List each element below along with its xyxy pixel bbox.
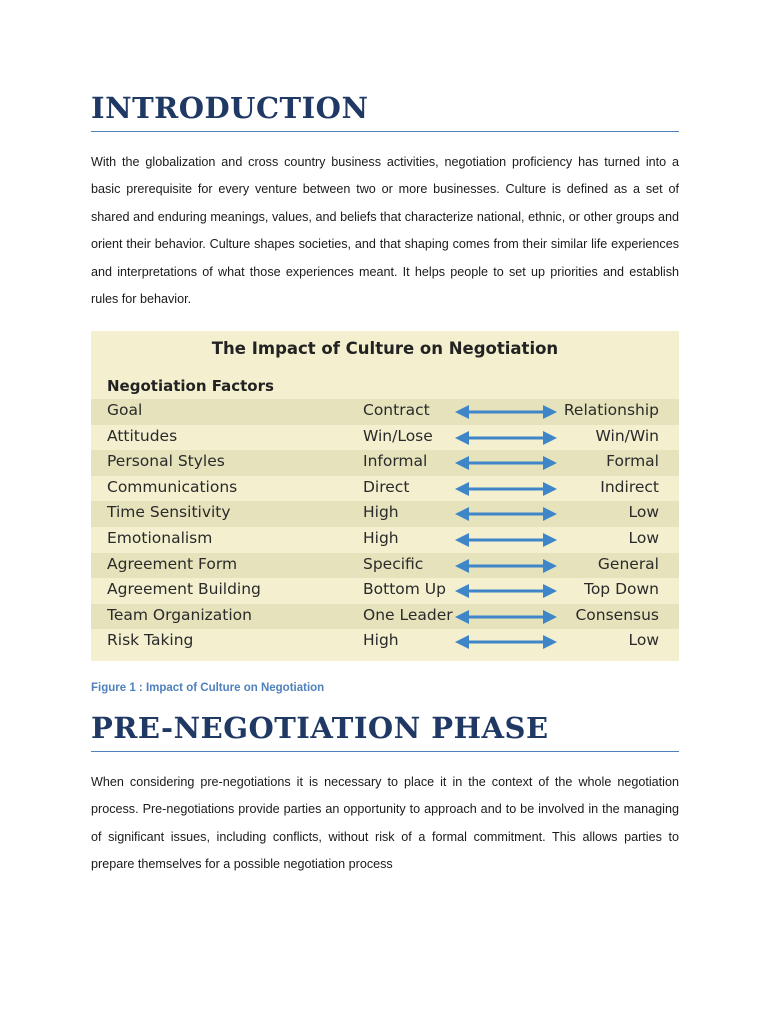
- figure-rows: [91, 399, 679, 655]
- row-right-value: General: [597, 554, 659, 573]
- row-factor: Risk Taking: [107, 631, 194, 650]
- row-left-value: Informal: [363, 452, 428, 471]
- double-arrow-icon: [455, 608, 557, 626]
- row-left-value: Specific: [363, 554, 424, 573]
- figure-row: [91, 604, 679, 630]
- row-left-value: High: [363, 631, 399, 650]
- row-left-value: One Leader: [363, 605, 453, 624]
- row-left-value: Contract: [363, 401, 430, 419]
- figure-row: [91, 527, 679, 553]
- row-factor: Team Organization: [107, 605, 252, 624]
- figure-caption: Figure 1 : Impact of Culture on Negotiation: [91, 682, 325, 694]
- double-arrow-icon: [455, 582, 557, 600]
- row-left-value: Bottom Up: [363, 580, 446, 599]
- pre-negotiation-heading: PRE-NEGOTIATION PHASE: [91, 713, 679, 752]
- double-arrow-icon: [455, 633, 557, 651]
- row-factor: Time Sensitivity: [107, 503, 231, 522]
- row-left-value: Direct: [363, 477, 410, 496]
- figure-row: [91, 399, 679, 425]
- figure-subheading: Negotiation Factors: [107, 377, 274, 395]
- introduction-heading: INTRODUCTION: [91, 93, 679, 132]
- row-factor: Personal Styles: [107, 452, 225, 471]
- row-right-value: Relationship: [563, 401, 659, 419]
- double-arrow-icon: [455, 531, 557, 549]
- row-right-value: Low: [628, 631, 659, 650]
- figure-row: [91, 553, 679, 579]
- row-factor: Emotionalism: [107, 528, 213, 547]
- figure-row: [91, 476, 679, 502]
- figure-row: [91, 501, 679, 527]
- double-arrow-icon: [455, 429, 557, 447]
- double-arrow-icon: [455, 480, 557, 498]
- row-right-value: Win/Win: [595, 426, 659, 445]
- figure-row: [91, 450, 679, 476]
- double-arrow-icon: [455, 454, 557, 472]
- row-factor: Agreement Form: [107, 554, 238, 573]
- figure-row: [91, 629, 679, 655]
- row-right-value: Top Down: [583, 580, 659, 599]
- double-arrow-icon: [455, 403, 557, 421]
- row-right-value: Indirect: [600, 477, 659, 496]
- culture-negotiation-figure: [91, 331, 679, 661]
- row-right-value: Low: [628, 503, 659, 522]
- row-right-value: Consensus: [575, 605, 659, 624]
- row-factor: Attitudes: [107, 426, 178, 445]
- figure-title: The Impact of Culture on Negotiation: [211, 339, 559, 358]
- row-left-value: High: [363, 528, 399, 547]
- figure-row: [91, 578, 679, 604]
- row-factor: Agreement Building: [107, 580, 261, 599]
- figure-row: [91, 425, 679, 451]
- row-factor: Communications: [107, 477, 238, 496]
- row-factor: Goal: [107, 401, 143, 419]
- row-right-value: Formal: [606, 452, 659, 471]
- row-right-value: Low: [628, 528, 659, 547]
- double-arrow-icon: [455, 557, 557, 575]
- row-left-value: High: [363, 503, 399, 522]
- introduction-paragraph: With the globalization and cross country business activities, negotiation proficiency has turned into a basic prerequisite for every venture between two or more businesses. Culture is defined as a set of shared and enduring meanings, values, and beliefs that characterize national, ethnic, or other groups and orient their behavior. Culture shapes societies, and that shaping comes from their similar life experiences and interpretations of what those experiences meant. It helps people to set up priorities and establish rules for behavior.: [91, 155, 679, 307]
- pre-negotiation-paragraph: When considering pre-negotiations it is necessary to place it in the context of the whole negotiation process. Pre-negotiations provide parties an opportunity to approach and to be involved in the managing of significant issues, including conflicts, without risk of a formal commitment. This allows parties to prepare themselves for a possible negotiation process: [91, 775, 679, 872]
- row-left-value: Win/Lose: [363, 426, 433, 445]
- double-arrow-icon: [455, 505, 557, 523]
